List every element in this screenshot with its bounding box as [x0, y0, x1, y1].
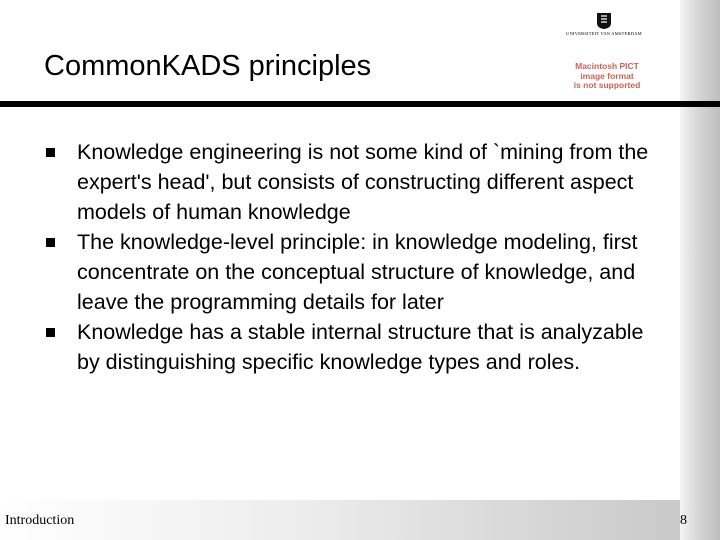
- bullet-item: [46, 317, 656, 377]
- title-rule: [0, 101, 720, 107]
- square-bullet-icon: [46, 238, 55, 247]
- bullet-item: [46, 227, 656, 317]
- page-number: 8: [680, 513, 687, 528]
- square-bullet-icon: [46, 148, 55, 157]
- footer-section-label: Introduction: [5, 513, 75, 528]
- unsupported-image-placeholder: [562, 62, 652, 91]
- slide-title: CommonKADS principles: [44, 50, 372, 82]
- bullet-item: [46, 137, 656, 227]
- placeholder-line: image format: [580, 70, 634, 81]
- bullet-list: [46, 137, 656, 377]
- placeholder-line: is not supported: [573, 80, 641, 90]
- university-logo-icon: [596, 12, 612, 30]
- bullet-text: Knowledge has a stable internal structure that is analyzable by distinguishing specific knowledge types and roles.: [77, 320, 644, 374]
- right-decorative-strip: [680, 0, 720, 540]
- footer-bar: [0, 500, 680, 540]
- bullet-text: The knowledge-level principle: in knowledge modeling, first concentrate on the conceptual structure of knowledge, and leave the programming details for later: [77, 230, 638, 314]
- logo-caption: UNIVERSITEIT VAN AMSTERDAM: [566, 31, 642, 36]
- placeholder-line: Macintosh PICT: [575, 61, 639, 71]
- square-bullet-icon: [46, 328, 55, 337]
- bullet-text: Knowledge engineering is not some kind of `mining from the expert's head', but consists of constructing different aspect models of human knowledge: [77, 140, 649, 224]
